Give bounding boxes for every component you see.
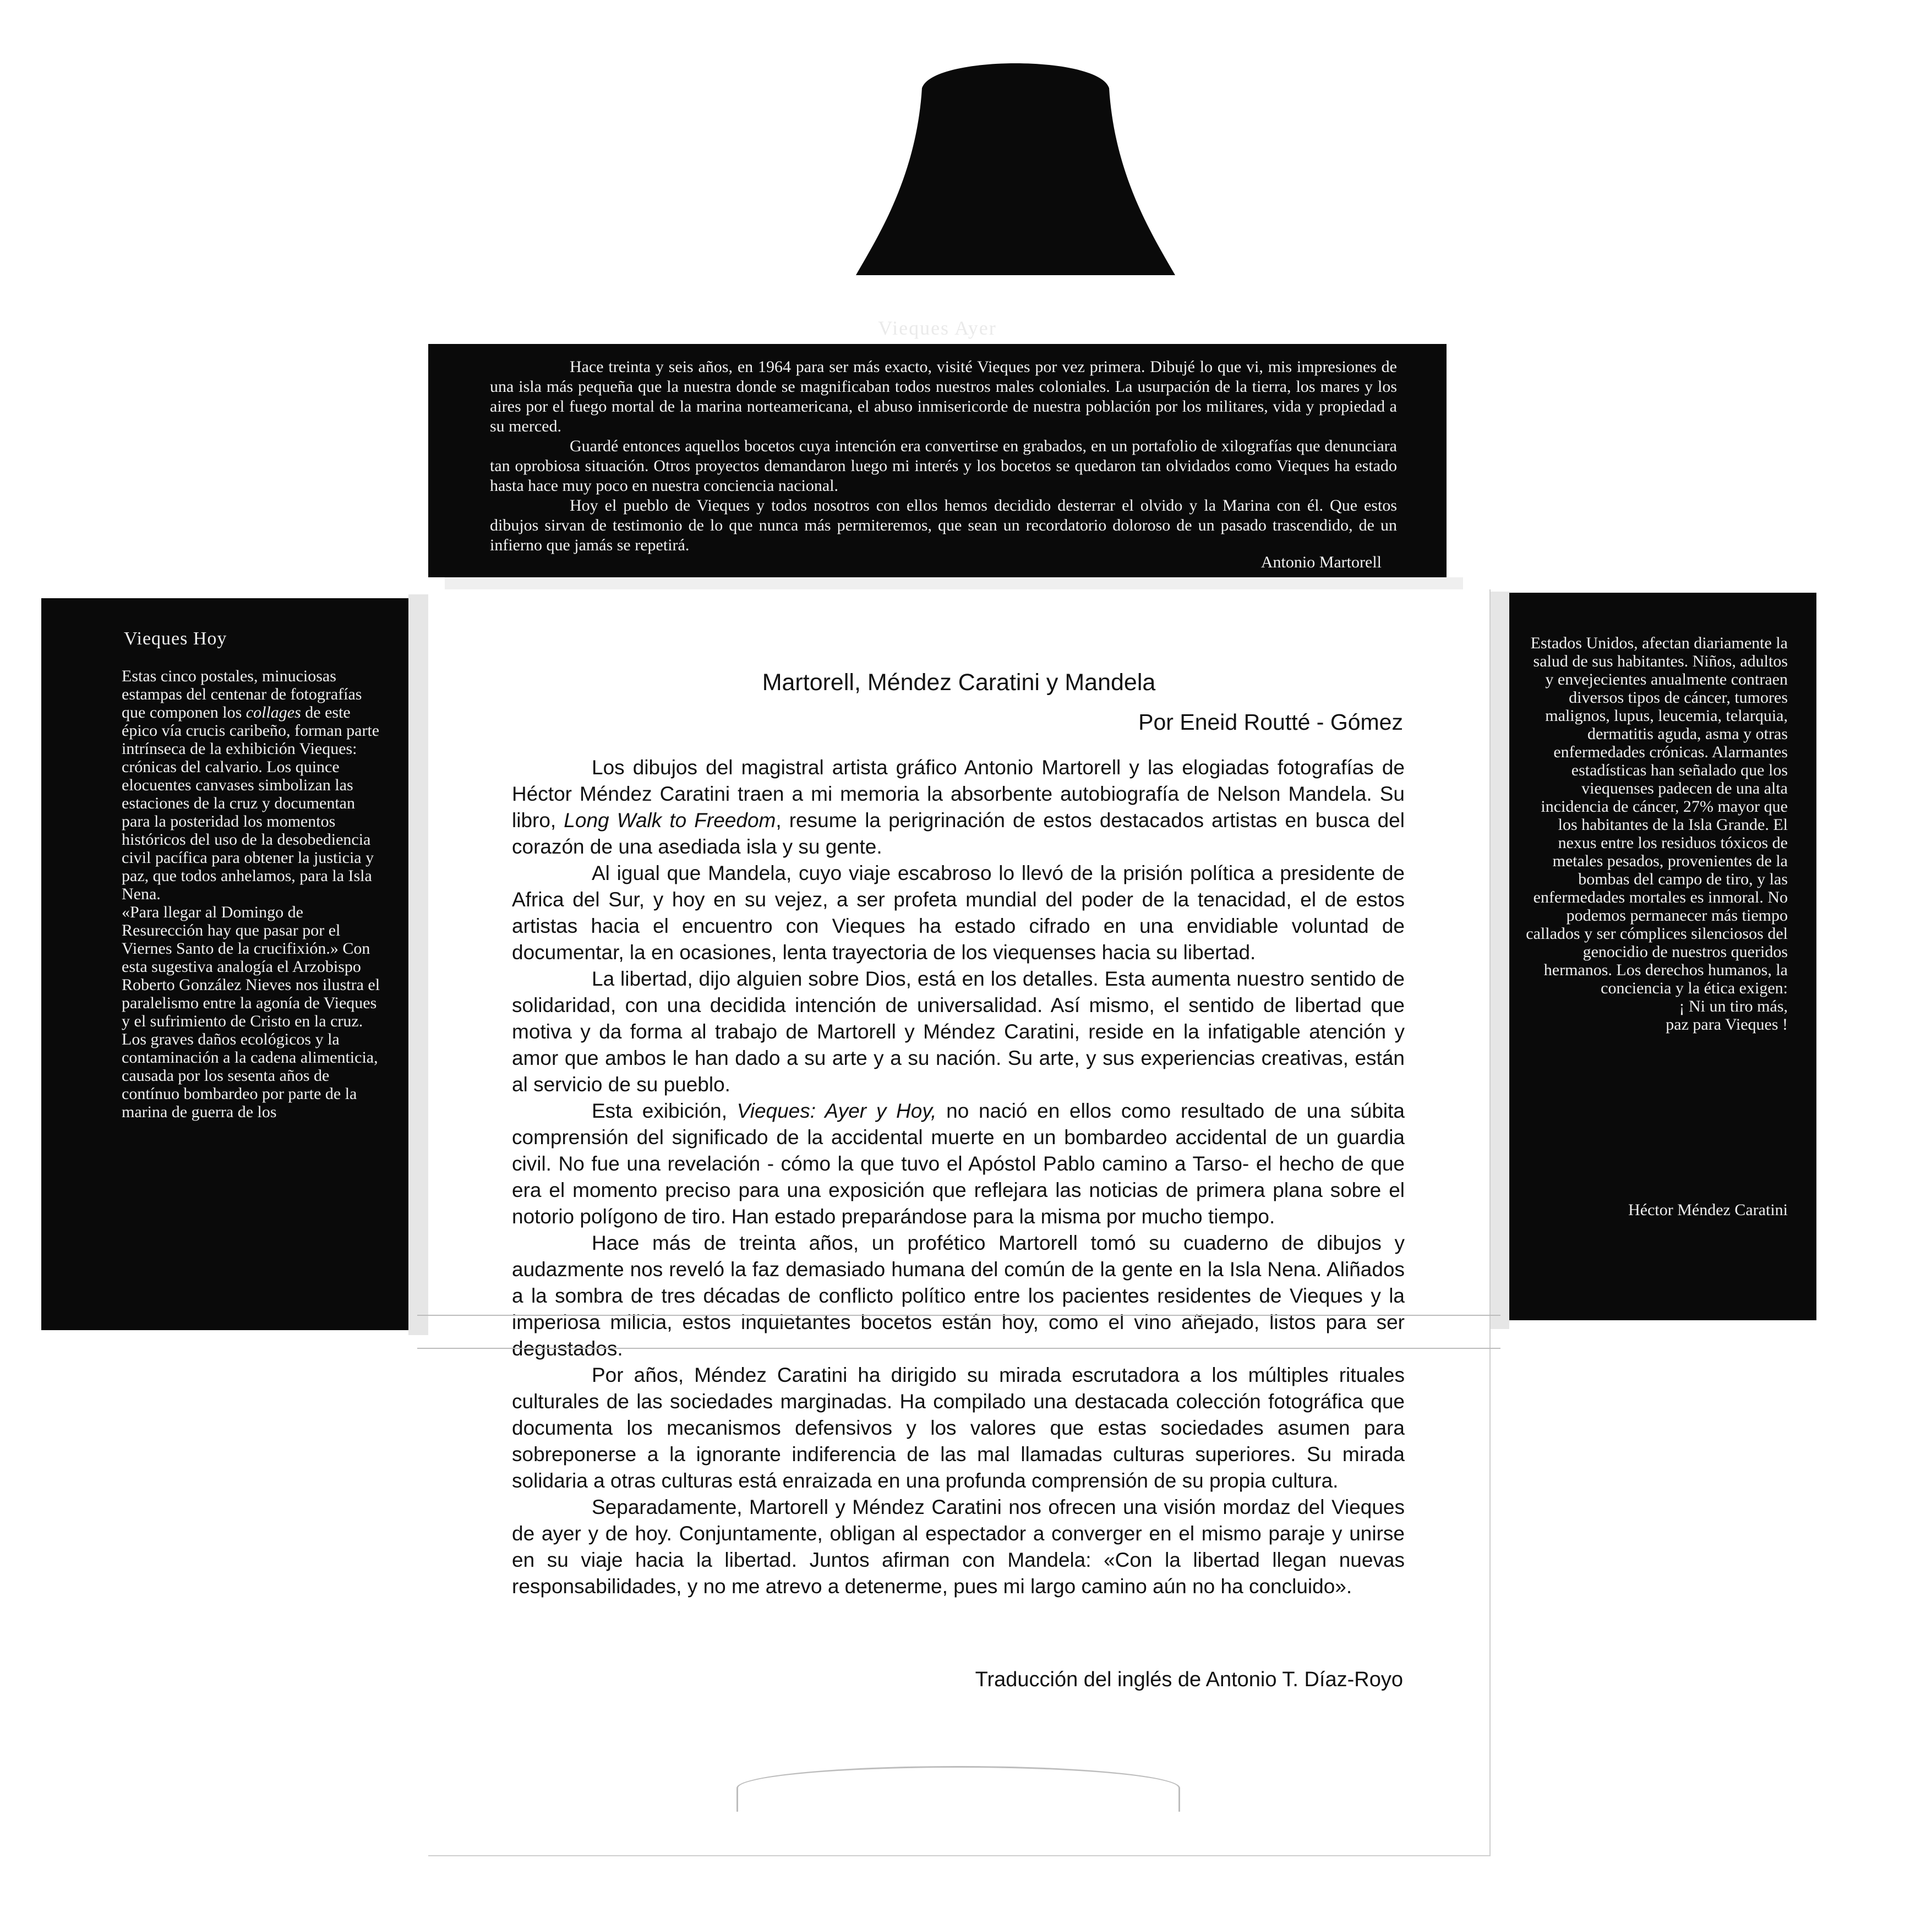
article-paragraph [512,1098,1405,1230]
top-flap-tab [856,55,1175,275]
article-paragraph: Por años, Méndez Caratini ha dirigido su mirada escrutadora a los múltiples rituales culturales de las sociedades marginadas. Ha compilado una destacada colección fotográfica que documenta los mecanismos defensivos y los valores que estas sociedades asumen para sobreponerse a la ignorante indiferencia de las mal llamadas culturas superiores. Su mirada solidaria a otras culturas está enraizada en una profunda comprensión de su propia cultura. [512,1364,1405,1492]
article-byline: Por Eneid Routté - Gómez [1138,709,1403,735]
top-flap-title: Vieques Ayer [878,317,997,339]
article-paragraph: Al igual que Mandela, cuyo viaje escabroso lo llevó de la prisión política a presidente de Africa del Sur, y hoy en su vejez, a ser profeta mundial del poder de la tenacidad, el de estos artistas hacia el encuentro con Vieques ha estado cifrado en una envidiable voluntad de documentar, la en ocasiones, lenta trayectoria de los viequenses hacia su libertad. [512,862,1405,964]
article-paragraph [512,755,1405,860]
left-flap-title: Vieques Hoy [124,628,227,649]
italic-run: collages [245,703,301,721]
right-flap-text [1525,634,1788,1034]
article-title: Martorell, Méndez Caratini y Mandela [762,669,1156,696]
left-flap [41,598,408,1330]
right-flap [1508,593,1816,1320]
top-fold [445,577,1463,590]
article-paragraph: Hace más de treinta años, un profético Martorell tomó su cuaderno de dibujos y audazmente nos reveló la faz demasiado humana del común de la gente en la Isla Nena. Aliñados a la sombra de tres décadas de conflicto político entre los pacientes residentes de Vieques y la imperiosa milicia, estos inquietantes bocetos están hoy, como el vino añejado, listos para ser degustados. [512,1232,1405,1360]
left-flap-paragraph: «Para llegar al Domingo de Resurección hay que pasar por el Viernes Santo de la crucifixión.» Con esta sugestiva analogía el Arzobispo Roberto González Nieves nos ilustra el paralelismo entre la agonía de Vieques y el sufrimiento de Cristo en la cruz. [122,903,380,1030]
right-flap-paragraph: Estados Unidos, afectan diariamente la salud de sus habitantes. Niños, adultos y envejecientes anualmente contraen diversos tipos de cáncer, tumores malignos, lupus, leucemia, telarquia, dermatitis aguda, asma y otras enfermedades crónicas. Alarmantes estadísticas han señalado que los viequenses padecen de una alta incidencia de cáncer, 27% mayor que los habitantes de la Isla Grande. El nexus entre los residuos tóxicos de metales pesados, provenientes de la bombas del campo de tiro, y las enfermedades mortales es inmoral. No podemos permanecer más tiempo callados y ser cómplices silenciosos del genocidio de nuestros queridos hermanos. Los derechos humanos, la conciencia y la ética exigen: [1526,634,1788,997]
top-flap-signature: Antonio Martorell [1260,553,1382,571]
fold-crease [417,1315,1500,1349]
italic-run: Long Walk to Freedom [564,809,776,832]
text-run: Esta exibición, [592,1100,737,1122]
top-flap-paragraph: Hoy el pueblo de Vieques y todos nosotros con ellos hemos decidido desterrar el olvido y la Marina con él. Que estos dibujos sirvan de testimonio de lo que nunca más permiteremos, que sean un recordatorio doloroso de un pasado trascendido, de un infierno que jamás se repetirá. [490,496,1397,554]
translation-credit: Traducción del inglés de Antonio T. Díaz-Royo [975,1668,1403,1691]
article-paragraph: La libertad, dijo alguien sobre Dios, está en los detalles. Esta aumenta nuestro sentido de solidaridad, con una decidida intención de universalidad. Así mismo, el sentido de libertad que motiva y da forma al trabajo de Martorell y Méndez Caratini, reside en la infatigable atención y amor que ambos le han dado a su arte y a su nación. Su arte, y sus experiencias creativas, están al servicio de su pueblo. [512,967,1405,1096]
left-fold [408,594,428,1335]
text-run: de este épico vía crucis caribeño, forman parte intrínseca de la exhibición Vieques: crónicas del calvario. Los quince elocuentes canvases simbolizan las estaciones de la cruz y documentan para la posteridad los momentos históricos del uso de la desobediencia civil pacífica para obtener la justicia y paz, que todos anhelamos, para la Isla Nena. [122,703,380,903]
article-body [512,755,1405,1600]
left-flap-paragraph: Los graves daños ecológicos y la contaminación a la cadena alimenticia, causada por los sesenta años de contínuo bombardeo por parte de la marina de guerra de los [122,1030,378,1121]
top-flap [428,317,1447,577]
text-run: Estas cinco postales, minuciosas estampas del centenar de fotografías que componen los [122,667,362,721]
top-flap-text [490,357,1397,555]
italic-run: Vieques: Ayer y Hoy, [736,1100,937,1122]
right-flap-closing: paz para Vieques ! [1666,1015,1788,1034]
right-flap-closing: ¡ Ni un tiro más, [1679,997,1788,1015]
center-panel [428,589,1491,1856]
top-flap-paragraph: Hace treinta y seis años, en 1964 para ser más exacto, visité Vieques por vez primera. Dibujé lo que vi, mis impresiones de una isla más pequeña que la nuestra donde se magnificaban todos nuestros males coloniales. La usurpación de la tierra, los mares y los aires por el fuego mortal de la marina norteamericana, el abuso inmisericorde de nuestra población por los militares, vida y propiedad a su merced. [490,358,1397,435]
text-run: Los dibujos del magistral artista gráfico Antonio Martorell y las elogiadas fotografías de Héctor Méndez Caratini traen a mi memoria la absorbente autobiografía de Nelson Mandela. Su libro, [512,756,1405,832]
right-flap-signature: Héctor Méndez Caratini [1628,1201,1788,1219]
left-flap-paragraph [122,667,386,903]
text-run: , resume la perigrinación de estos destacados artistas en busca del corazón de una asediada isla y su gente. [512,809,1405,858]
top-flap-paragraph: Guardé entonces aquellos bocetos cuya intención era convertirse en grabados, en un portafolio de xilografías que denunciara tan oprobiosa situación. Otros proyectos demandaron luego mi interés y los bocetos se quedaron tan olvidados como Vieques ha estado hasta hace muy poco en nuestra conciencia nacional. [490,437,1397,495]
right-fold [1489,592,1509,1329]
text-run: no nació en ellos como resultado de una súbita comprensión del significado de la accidental muerte en un bombardeo accidental de un guardia civil. No fue una revelación - cómo la que tuvo el Apóstol Pablo camino a Tarso- el hecho de que era el momento preciso para una exposición que reflejara las noticias de primera plana sobre el notorio polígono de tiro. Han estado preparándose para la misma por mucho tiempo. [512,1100,1405,1228]
article-paragraph: Separadamente, Martorell y Méndez Caratini nos ofrecen una visión mordaz del Vieques de ayer y de hoy. Conjuntamente, obligan al espectador a converger en el mismo paraje y unirse en su viaje hacia la libertad. Juntos afirman con Mandela: «Con la libertad llegan nuevas responsabilidades, y no me atrevo a detenerme, pues mi largo camino aún no ha concluido». [512,1496,1405,1598]
left-flap-text [122,667,386,1121]
card-slot [736,1766,1180,1812]
